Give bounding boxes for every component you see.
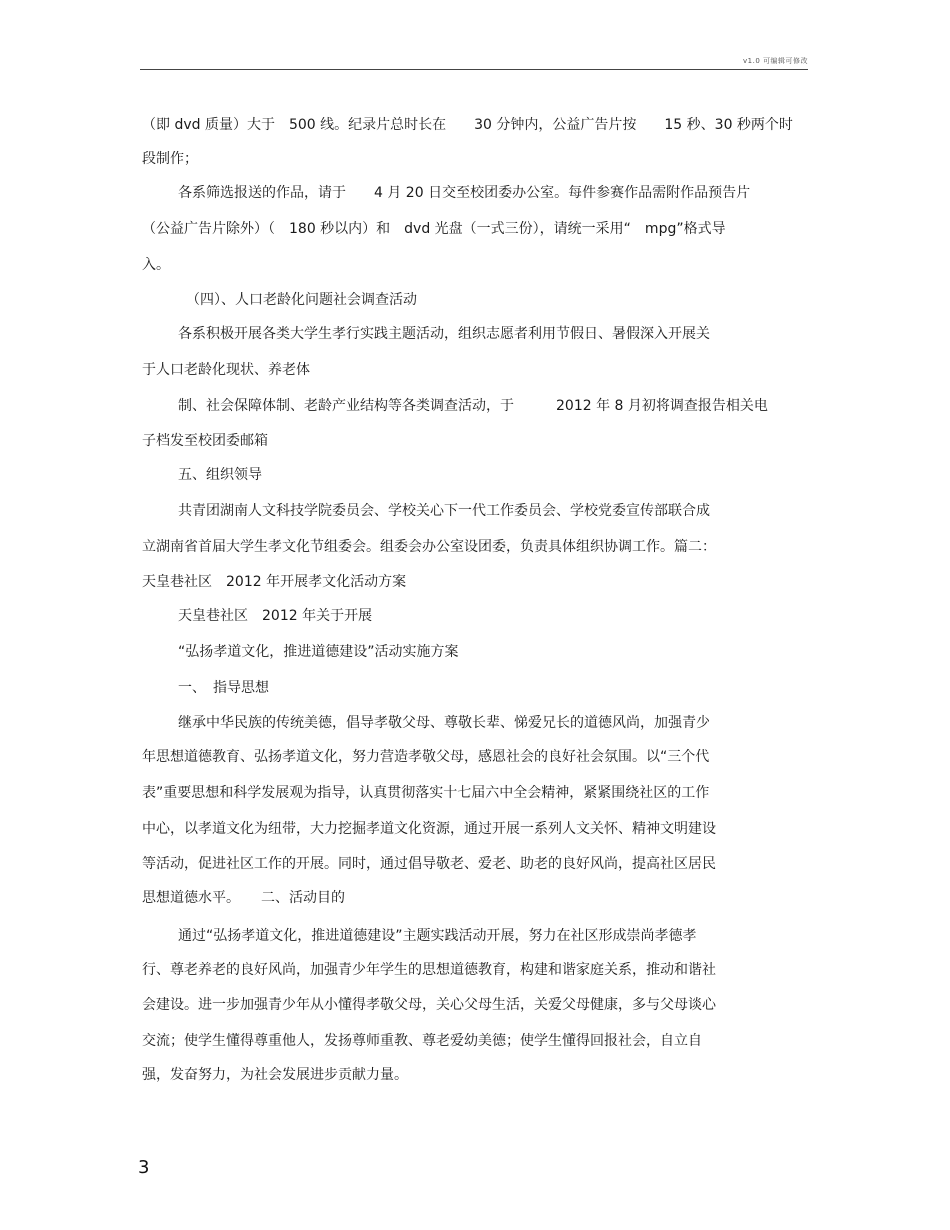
header-text: v1.0 可编辑可修改 [743,57,808,65]
text-line: 表”重要思想和科学发展观为指导，认真贯彻落实十七届六中全会精神，紧紧围绕社区的工作 [142,785,710,801]
text-line: 年思想道德教育、弘扬孝道文化，努力营造孝敬父母，感恩社会的良好社会氛围。以“三个代 [142,749,710,765]
header-divider [140,69,808,70]
page-number: 3 [138,1157,150,1178]
text-line: 行、尊老养老的良好风尚，加强青少年学生的思想道德教育，构建和谐家庭关系，推动和谐社 [142,962,716,978]
text-line: 等活动，促进社区工作的开展。同时，通过倡导敬老、爱老、助老的良好风尚，提高社区居民 [142,856,716,872]
section-heading: 五、组织领导 [178,467,262,483]
text-line: 立湖南省首届大学生孝文化节组委会。组委会办公室设团委，负责具体组织协调工作。篇二： [142,539,716,555]
text-line: 通过“弘扬孝道文化，推进道德建设”主题实践活动开展，努力在社区形成崇尚孝德孝 [178,928,697,944]
text-line: 段制作； [142,151,198,167]
text-line: 交流；使学生懂得尊重他人，发扬尊师重教、尊老爱幼美德；使学生懂得回报社会，自立自 [142,1033,702,1049]
text-line: 制、社会保障体制、老龄产业结构等各类调查活动，于 2012 年 8 月初将调查报告相关电 [178,398,768,414]
text-line: 继承中华民族的传统美德，倡导孝敬父母、尊敬长辈、悌爱兄长的道德风尚，加强青少 [178,715,710,731]
text-line: 天皇巷社区 2012 年关于开展 [178,608,373,624]
text-line: （公益广告片除外）（ 180 秒以内）和 dvd 光盘（一式三份），请统一采用“ mpg”格式导 [142,221,726,237]
text-line: 中心，以孝道文化为纽带，大力挖掘孝道文化资源，通过开展一系列人文关怀、精神文明建设 [142,821,716,837]
section-heading: 一、 指导思想 [178,680,269,696]
text-line: 子档发至校团委邮箱 [142,433,268,449]
text-line: （即 dvd 质量）大于 500 线。纪录片总时长在 30 分钟内，公益广告片按 15 秒、30 秒两个时 [142,117,793,133]
text-line: 入。 [142,257,170,273]
text-line: 各系筛选报送的作品，请于 4 月 20 日交至校团委办公室。每件参赛作品需附作品预告片 [178,185,751,201]
text-line: 天皇巷社区 2012 年开展孝文化活动方案 [142,574,407,590]
text-line: 强，发奋努力，为社会发展进步贡献力量。 [142,1067,408,1083]
text-line: 会建设。进一步加强青少年从小懂得孝敬父母，关心父母生活，关爱父母健康，多与父母谈心 [142,997,716,1013]
text-line: 思想道德水平。 二、活动目的 [142,890,345,906]
text-line: 于人口老龄化现状、养老体 [142,362,310,378]
text-line: “弘扬孝道文化，推进道德建设”活动实施方案 [178,644,459,660]
section-heading: （四）、人口老龄化问题社会调查活动 [186,292,417,308]
text-line: 共青团湖南人文科技学院委员会、学校关心下一代工作委员会、学校党委宣传部联合成 [178,503,710,519]
text-line: 各系积极开展各类大学生孝行实践主题活动，组织志愿者利用节假日、暑假深入开展关 [178,326,710,342]
